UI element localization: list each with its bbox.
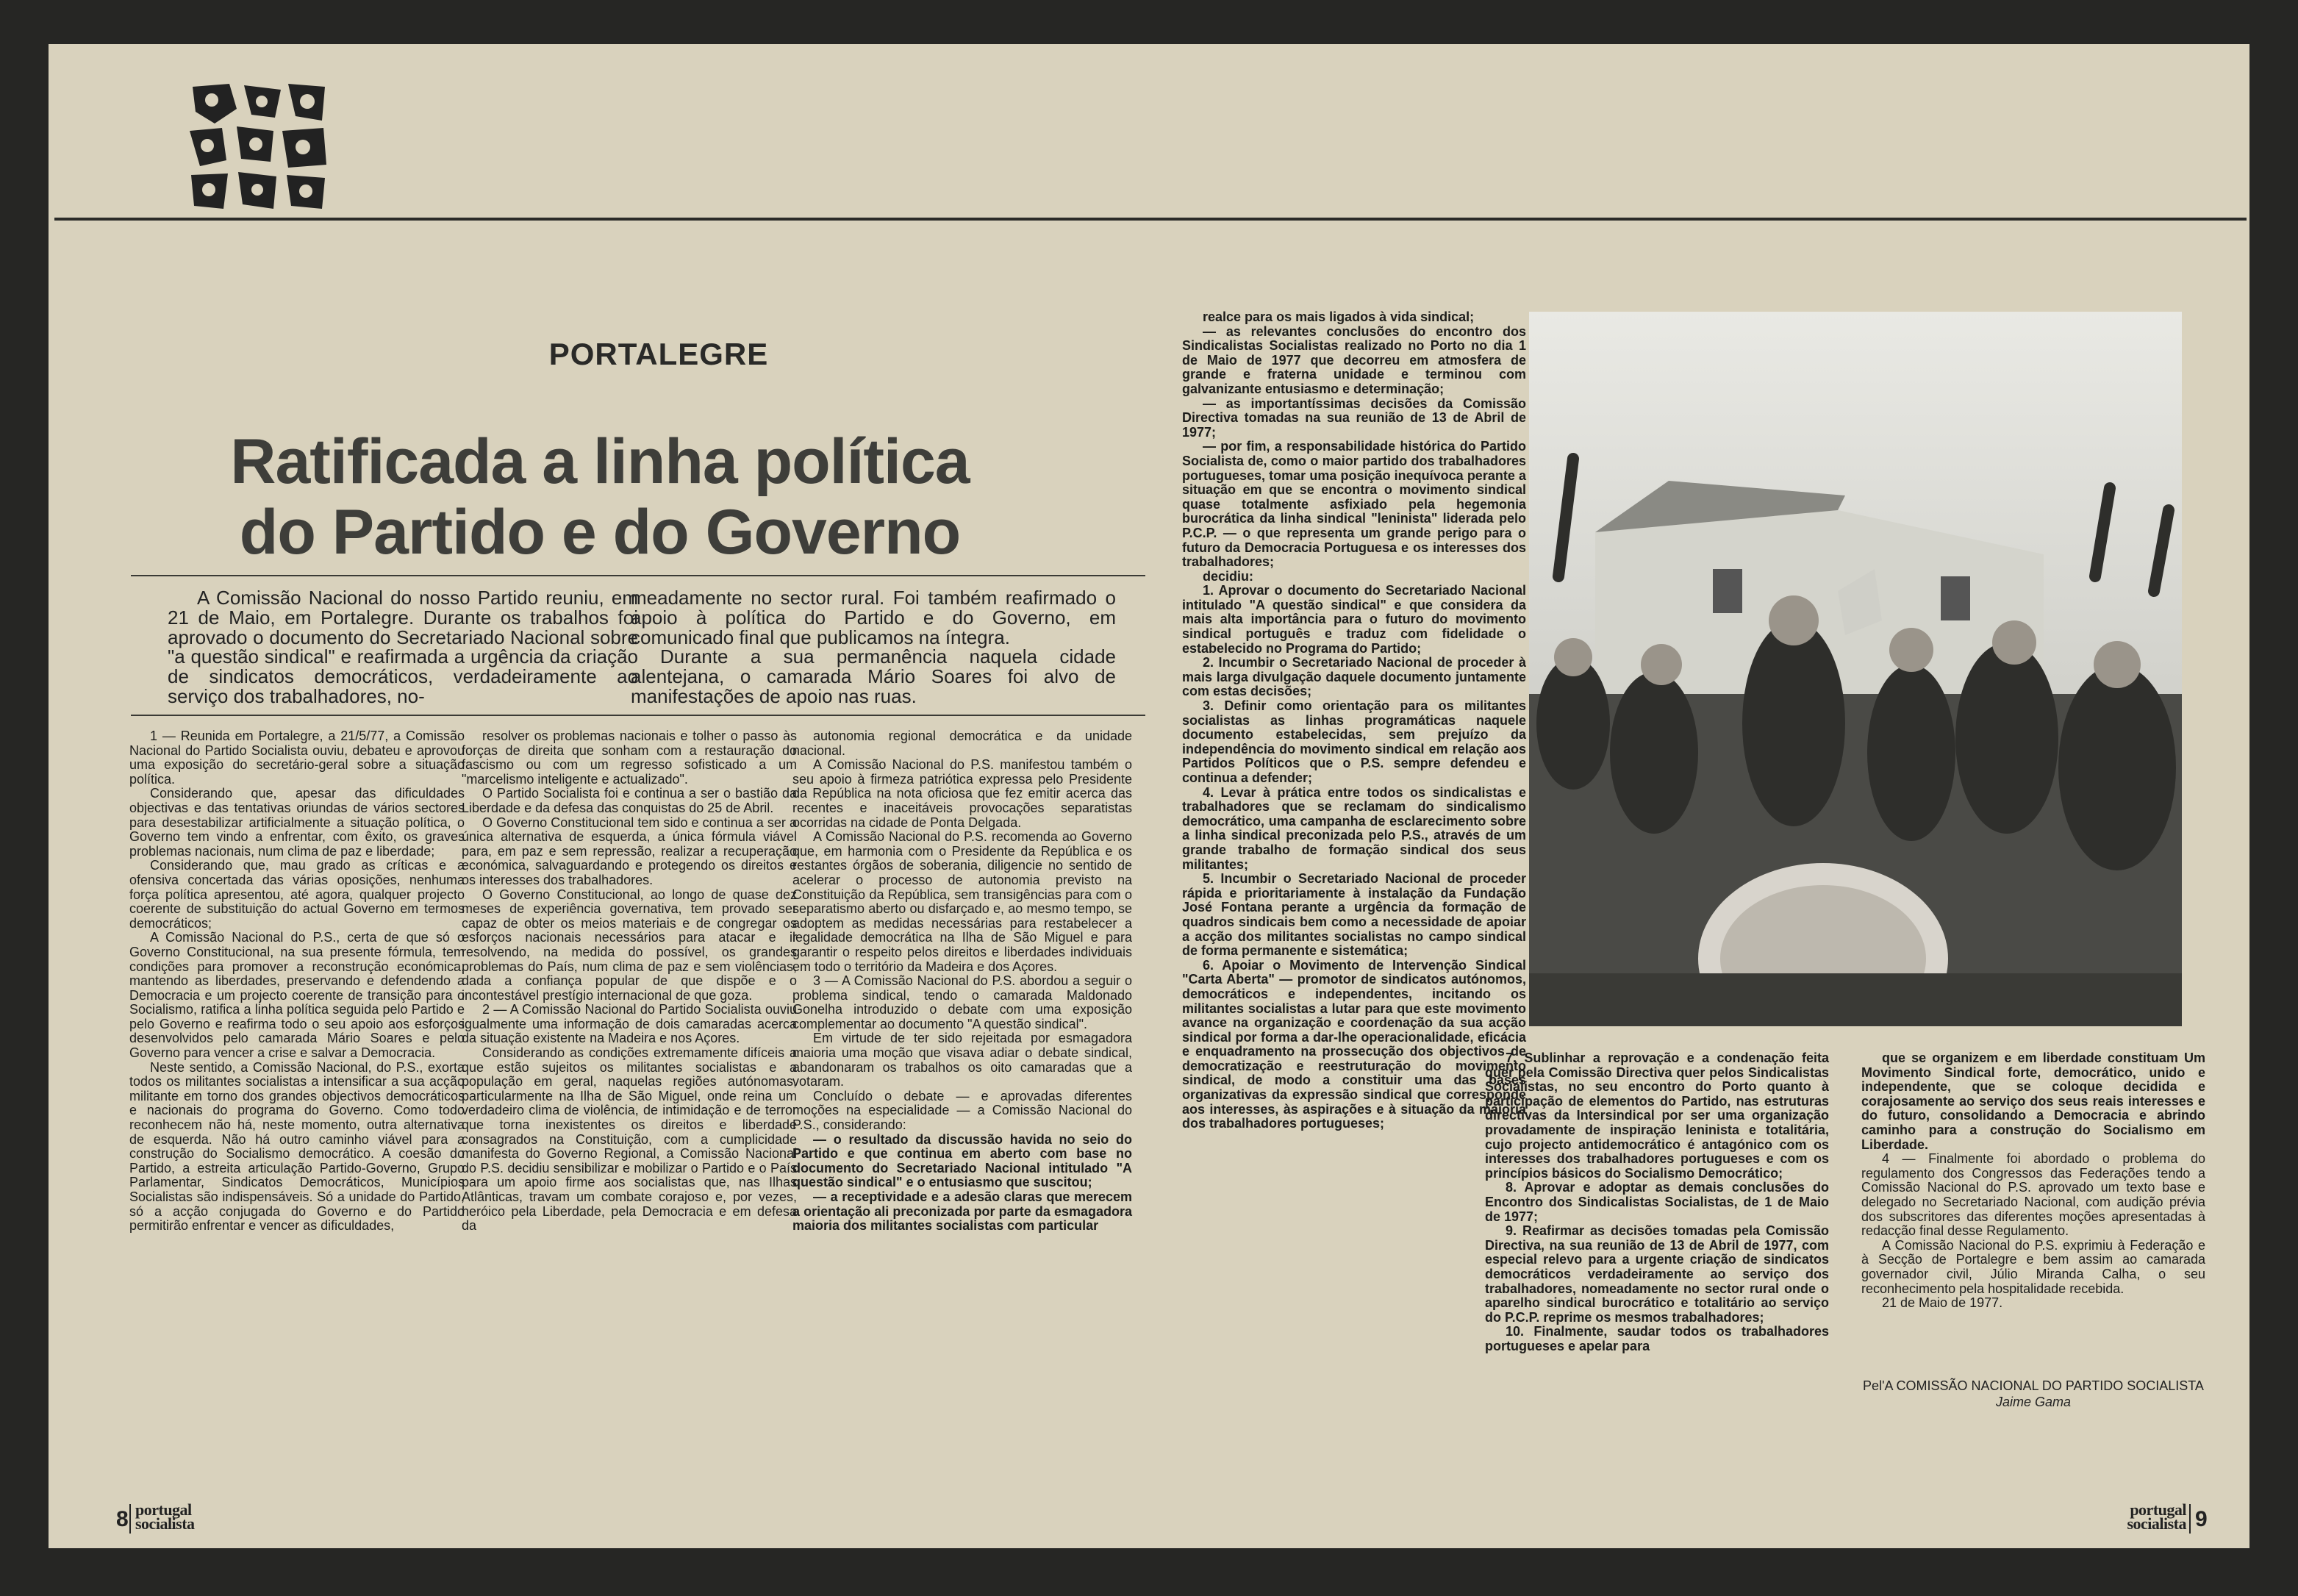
- article-paragraph: A Comissão Nacional do P.S. manifestou também o seu apoio à firmeza patriótica expressa pelo Presidente da República na nota oficiosa que fez emitir acerca das recentes e inaceitáveis provocações separatistas ocorridas na cidade de Ponta Delgada.: [792, 757, 1132, 830]
- article-paragraph: Concluído o debate — e aprovadas diferentes moções na especialidade — a Comissão Nacional do P.S., considerando:: [792, 1088, 1132, 1133]
- left-page: [49, 44, 1153, 1548]
- article-paragraph: 8. Aprovar e adoptar as demais conclusões do Encontro dos Sindicalistas Socialistas, de 1 de Maio de 1977;: [1485, 1180, 1829, 1224]
- page-number: 9: [2195, 1507, 2208, 1531]
- body-column-3: [792, 729, 1132, 1234]
- body-column-1: [129, 729, 465, 1234]
- article-paragraph: — as relevantes conclusões do encontro dos Sindicalistas Socialistas realizado no Porto no dia 1 de Maio de 1977 que decorreu em atmosfera de grande e fraterna unidade e terminou com galvanizante entusiasmo e determinação;: [1182, 323, 1526, 396]
- article-paragraph: 10. Finalmente, saudar todos os trabalhadores portugueses e apelar para: [1485, 1324, 1829, 1353]
- article-paragraph: 2. Incumbir o Secretariado Nacional de proceder à mais larga divulgação daquele documento juntamente com estas decisões;: [1182, 655, 1526, 699]
- article-paragraph: 7. Sublinhar a reprovação e a condenação feita quer pela Comissão Directiva quer pelos Sindicalistas Socialistas, no seu encontro do Porto quanto à participação de elementos do Partido, nas estruturas directivas da Intersindical por ser uma organização provadamente de inspiração leninista e totalitária, cujo projecto antidemocrático é antagónico com os interesses dos trabalhadores portugueses e com os princípios básicos do Socialismo Democrático;: [1485, 1051, 1829, 1181]
- intro-paragraph: meadamente no sector rural. Foi também reafirmado o apoio à política do Partido e do Governo, em comunicado final que publicamos na íntegra.: [631, 587, 1116, 648]
- article-paragraph: 3 — A Comissão Nacional do P.S. abordou a seguir o problema sindical, tendo o camarada Maldonado Gonelha introduzido o debate com uma exposição complementar ao documento "A questão sindical".: [792, 973, 1132, 1031]
- article-paragraph: O Governo Constitucional tem sido e continua a ser a única alternativa de esquerda, a única fórmula viável para, em paz e sem repressão, realizar a recuperação económica, salvaguardando e protegendo os direitos e os interesses dos trabalhadores.: [462, 815, 797, 887]
- article-paragraph: 9. Reafirmar as decisões tomadas pela Comissão Directiva, na sua reunião de 13 de Abril de 1977, com especial relevo para a urgente criação de sindicatos democráticos verdadeiramente ao serviço dos trabalhadores, nomeadamente no sector rural onde o aparelho sindical burocrático e totalitário ao serviço do P.C.P. reprime os mesmos trabalhadores;: [1485, 1223, 1829, 1325]
- article-paragraph: 1 — Reunida em Portalegre, a 21/5/77, a Comissão Nacional do Partido Socialista ouviu, debateu e aprovou uma exposição do secretário-geral sobre a situação política.: [129, 729, 465, 787]
- signature-organization: Pel'A COMISSÃO NACIONAL DO PARTIDO SOCIALISTA: [1863, 1378, 2204, 1393]
- intro-paragraph: A Comissão Nacional do nosso Partido reuniu, em 21 de Maio, em Portalegre. Durante os trabalhos foi aprovado o documento do Secretariado Nacional sobre "a questão sindical" e reafirmada a urgência da criação de sindicatos democráticos, verdadeiramente ao serviço dos trabalhadores, no-: [168, 587, 638, 707]
- headline-line-1: Ratificada a linha política: [230, 426, 970, 497]
- section-logo-collage: [185, 79, 329, 212]
- headline: [210, 426, 989, 568]
- rally-photo: [1529, 312, 2182, 1026]
- article-paragraph: autonomia regional democrática e da unidade nacional.: [792, 729, 1132, 758]
- article-paragraph: 21 de Maio de 1977.: [1882, 1295, 2003, 1311]
- article-paragraph: A Comissão Nacional do P.S. exprimiu à Federação e à Secção de Portalegre e bem assim ao camarada governador civil, Júlio Miranda Calha, o seu reconhecimento pela hospitalidade recebida.: [1861, 1237, 2205, 1296]
- intro-column-1: [168, 588, 638, 706]
- intro-rule-bottom: [131, 715, 1145, 716]
- body-column-right-2: [1485, 1051, 1829, 1353]
- page-number: 8: [116, 1507, 129, 1531]
- article-paragraph: Neste sentido, a Comissão Nacional, do P.S., exorta todos os militantes socialistas a intensificar a sua acção militante em torno dos grandes objectivos democráticos e nacionais do programa do Governo. Como todo reconhecem não há, neste momento, outra alternativa de esquerda. Não há outro caminho viável para a construção do Socialismo democrático. A coesão do Partido, a estreita articulação Partido-Governo, Grupo Parlamentar, Sindicatos Democráticos, Municípios Socialistas são indispensáveis. Só a unidade do Partido, só a acção conjugada do Governo e do Partido permitirão enfrentar e vencer as dificuldades,: [129, 1059, 465, 1234]
- article-paragraph: — por fim, a responsabilidade histórica do Partido Socialista de, como o maior partido dos trabalhadores portugueses, tomar uma posição inequívoca perante a situação em que se encontra o movimento sindical quase totalmente asfixiado pela hegemonia burocrática da linha sindical "leninista" liderada pelo P.C.P. — o que representa um grande perigo para o futuro da Democracia Portuguesa e os interesses dos trabalhadores;: [1182, 439, 1526, 570]
- article-paragraph: Considerando as condições extremamente difíceis a que estão sujeitos os militantes socialistas e a população em geral, naquelas regiões autónomas, particularmente na Ilha de São Miguel, onde reina um verdadeiro clima de violência, de intimidação e de terror que torna inexistentes os direitos e liberdade consagrados na Constituição, com a cumplicidade manifesta do Governo Regional, a Comissão Nacional do P.S. decidiu sensibilizar e mobilizar o Partido e o País para um apoio firme aos socialistas que, nas Ilhas Atlânticas, travam um combate corajoso e, por vezes, heróico pela Liberdade, pela Democracia e em defesa da: [462, 1045, 797, 1234]
- article-paragraph: Considerando que, mau grado as críticas e a ofensiva concertada das várias oposições, nenhuma força política apresentou, até agora, qualquer projecto coerente de substituição do actual Governo em termos democráticos;: [129, 858, 465, 931]
- article-paragraph: 4 — Finalmente foi abordado o problema do regulamento dos Congressos das Federações tendo a Comissão Nacional do P.S. aprovado um texto base e delegado no Secretariado Nacional, com audição prévia dos subscritores das diferentes moções apresentadas à redacção final desse Regulamento.: [1861, 1151, 2205, 1239]
- article-paragraph: — a receptividade e a adesão claras que merecem a orientação ali preconizada por parte da esmagadora maioria dos militantes socialistas com particular: [792, 1189, 1132, 1234]
- top-rule: [54, 218, 1153, 221]
- article-paragraph: 4. Levar à prática entre todos os sindicalistas e trabalhadores que se reclamam do sindicalismo democrático, uma campanha de esclarecimento sobre a linha sindical preconizada pelo P.S., através de um grande trabalho de formação sindical dos seus militantes;: [1182, 784, 1526, 872]
- masthead-logo: [135, 1500, 195, 1533]
- article-paragraph: resolver os problemas nacionais e tolher o passo às forças de direita que sonham com a restauração do fascismo ou com um regresso sofisticado a um "marcelismo inteligente e actualizado".: [462, 729, 797, 787]
- intro-paragraph: Durante a sua permanência naquela cidade alentejana, o camarada Mário Soares foi alvo de manifestações de apoio nas ruas.: [631, 645, 1116, 707]
- article-paragraph: 1. Aprovar o documento do Secretariado Nacional intitulado "A questão sindical" e que considera da mais alta importância para o futuro do movimento sindical português e traduz com fidelidade o estabelecido no Programa do Partido;: [1182, 583, 1526, 656]
- signature-name: Jaime Gama: [1995, 1395, 2072, 1409]
- article-paragraph: — as importantíssimas decisões da Comissão Directiva tomadas na sua reunião de 13 de Abril de 1977;: [1182, 396, 1526, 440]
- body-column-right-1: [1182, 310, 1526, 1131]
- folio-divider: [2189, 1504, 2191, 1534]
- masthead-line-2: socialista: [135, 1514, 195, 1533]
- top-rule: [1153, 218, 2247, 221]
- article-paragraph: A Comissão Nacional do P.S., certa de que só o Governo Constitucional, na sua presente fórmula, tem condições para promover a reconstrução económica, mantendo as liberdades, preservando e defendendo a Democracia e um projecto coerente de transição para o Socialismo, ratifica a linha política seguida pelo Partido e pelo Governo e reafirma todo o seu apoio aos esforços desenvolvidos pelo camarada Mário Soares e pelo Governo para vencer a crise e salvar a Democracia.: [129, 930, 465, 1061]
- article-paragraph: 5. Incumbir o Secretariado Nacional de proceder rápida e prioritariamente à instalação da Fundação José Fontana perante a urgência da formação de quadros sindicais bem como a necessidade de apoiar a acção dos militantes socialistas no campo sindical de forma permanente e sistemática;: [1182, 871, 1526, 959]
- headline-line-2: do Partido e do Governo: [239, 497, 961, 568]
- right-page: [1153, 44, 2249, 1548]
- masthead-line-2: socialista: [2127, 1514, 2186, 1533]
- article-paragraph: O Partido Socialista foi e continua a ser o bastião da Liberdade e da defesa das conquistas do 25 de Abril.: [462, 786, 797, 815]
- signature-block: [1861, 1378, 2205, 1410]
- article-paragraph: — o resultado da discussão havida no seio do Partido e que continua em aberto com base no documento do Secretariado Nacional intitulado "A questão sindical" e o entusiasmo que suscitou;: [792, 1131, 1132, 1190]
- article-paragraph: realce para os mais ligados à vida sindical;: [1203, 309, 1475, 324]
- article-paragraph: 2 — A Comissão Nacional do Partido Socialista ouviu igualmente uma informação de dois camaradas acerca da situação existente na Madeira e nos Açores.: [462, 1002, 797, 1046]
- folio-divider: [129, 1504, 131, 1534]
- article-paragraph: 3. Definir como orientação para os militantes socialistas as linhas programáticas naquele documento estabelecidas, sem prejuízo da independência do movimento sindical em relação aos Partidos Políticos que o P.S. sempre defendeu e continua a defender;: [1182, 698, 1526, 785]
- article-paragraph: A Comissão Nacional do P.S. recomenda ao Governo que, em harmonia com o Presidente da República e os restantes órgãos de soberania, diligencie no sentido de acelerar o processo de autonomia previsto na Constituição da República, sem transigências para com o separatismo aberto ou disfarçado e, ao mesmo tempo, se adoptem as medidas necessárias para restabelecer a legalidade democrática na Ilha de São Miguel e para garantir o respeito pelos direitos e liberdades individuais em todo o território da Madeira e dos Açores.: [792, 829, 1132, 974]
- masthead-line-1: portugal: [2130, 1500, 2186, 1519]
- intro-column-2: [631, 588, 1116, 706]
- article-paragraph: decidiu:: [1203, 568, 1254, 584]
- article-paragraph: que se organizem e em liberdade constituam Um Movimento Sindical forte, democrático, unido e independente, que se coloque decidida e corajosamente ao serviço dos seus reais interesses e do futuro, consolidando a Democracia e abrindo caminho para a construção do Socialismo em Liberdade.: [1861, 1051, 2205, 1152]
- article-paragraph: Em virtude de ter sido rejeitada por esmagadora maioria uma moção que visava adiar o debate sindical, abandonaram os trabalhos os oito camaradas que a votaram.: [792, 1031, 1132, 1089]
- body-column-right-3: [1861, 1051, 2205, 1311]
- article-paragraph: Considerando que, apesar das dificuldades objectivas e das tentativas oriundas de vários sectores para desestabilizar artificialmente a situação política, o Governo tem vindo a enfrentar, com êxito, os graves problemas nacionais, num clima de paz e liberdade;: [129, 786, 465, 859]
- article-paragraph: 6. Apoiar o Movimento de Intervenção Sindical "Carta Aberta" — promotor de sindicatos autónomos, democráticos e independentes, incitando os militantes socialistas a lutar para que este movimento avance na organização e coordenação da sua acção sindical por forma a dar-lhe operacionalidade, eficácia e enquadramento na prossecução dos objectivos de democratização e reestruturação do movimento sindical, de modo a constituir uma das bases organizativas da expressão sindical que corresponde aos interesses, às aspirações e à situação da maioria dos trabalhadores portugueses;: [1182, 957, 1526, 1131]
- masthead-logo: [2076, 1500, 2186, 1533]
- kicker: PORTALEGRE: [548, 337, 769, 371]
- masthead-line-1: portugal: [135, 1500, 192, 1519]
- body-column-2: [462, 729, 797, 1234]
- intro-rule-top: [131, 575, 1145, 576]
- article-paragraph: O Governo Constitucional, ao longo de quase dez meses de experiência governativa, tem provado ser capaz de obter os meios materiais e de congregar os esforços nacionais necessários para atacar e ir resolvendo, na medida do possível, os grandes problemas do País, num clima de paz e sem violências, dada a confiança popular de que dispõe e o incontestável prestígio internacional de que goza.: [462, 887, 797, 1003]
